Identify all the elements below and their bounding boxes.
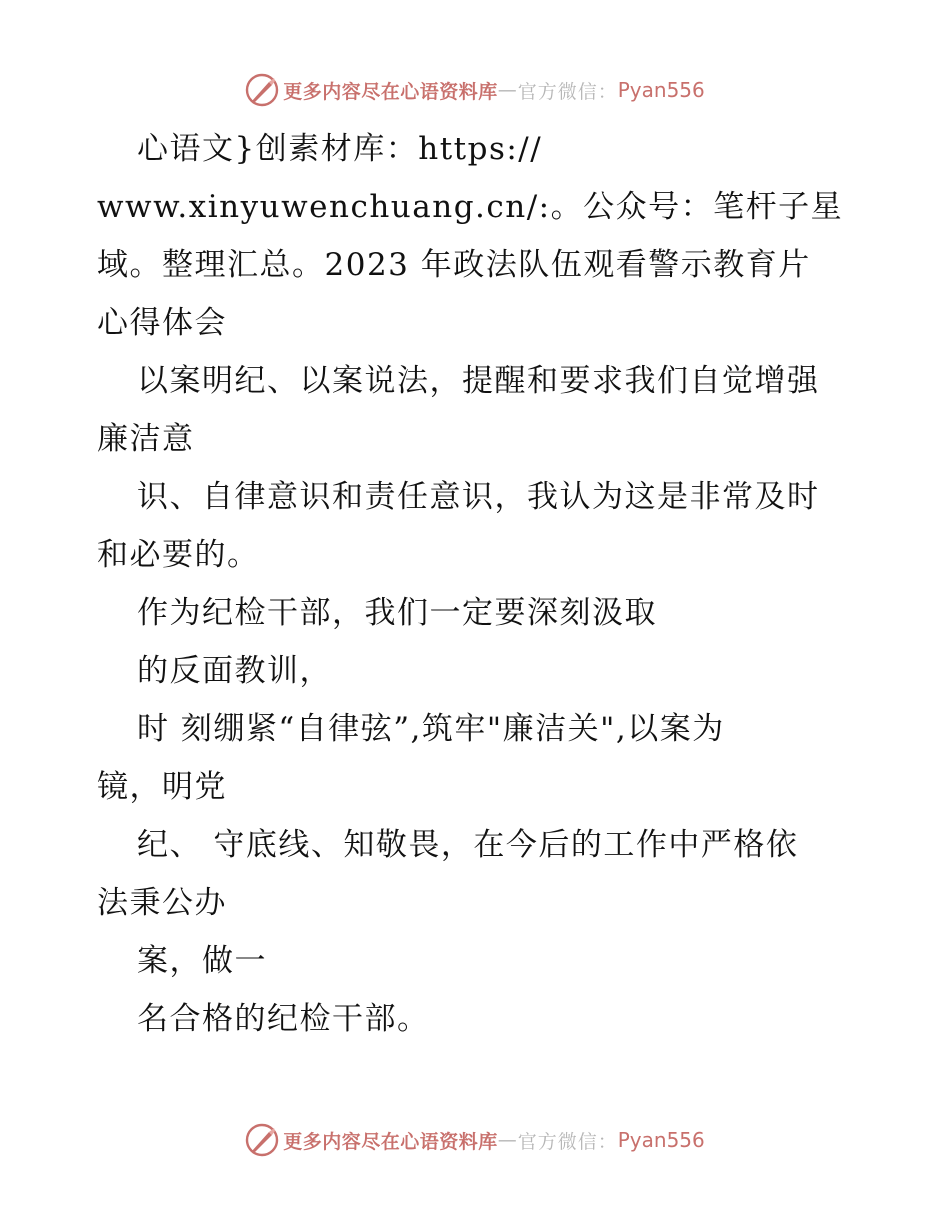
document-body xyxy=(97,120,857,1048)
text-line: 名合格的纪检干部。 xyxy=(137,1001,430,1037)
text-line: 作为纪检干部，我们一定要深刻汲取 xyxy=(137,595,657,631)
banner-text: 更多内容尽在心语资料库 xyxy=(283,80,498,103)
quill-logo-icon xyxy=(245,1123,279,1157)
banner-wechat-id: Pyan556 xyxy=(617,1128,705,1152)
banner-text: 更多内容尽在心语资料库 xyxy=(283,1130,498,1153)
banner-wechat-label: 官方微信： xyxy=(517,80,618,103)
quill-logo-icon xyxy=(245,73,279,107)
text-line: 案，做一 xyxy=(137,943,267,979)
text-line: 镜，明党 xyxy=(97,769,227,805)
text-line: 时 刻绷紧“自律弦”,筑牢"廉洁关",以案为 xyxy=(137,711,725,747)
text-line: www.xinyuwenchuang.cn/:。公众号：笔杆子星 xyxy=(97,189,844,225)
header-watermark-banner xyxy=(0,70,950,110)
text-line: 廉洁意 xyxy=(97,421,195,457)
text-line: 法秉公办 xyxy=(97,885,227,921)
text-line: 域。整理汇总。2023 年政法队伍观看警示教育片 xyxy=(97,247,811,283)
text-line: 心语文}创素材库：https:// xyxy=(137,131,543,167)
banner-wechat-label: 官方微信： xyxy=(517,1130,618,1153)
text-line: 的反面教训， xyxy=(137,653,332,689)
text-line: 和必要的。 xyxy=(97,537,260,573)
text-line: 以案明纪、以案说法，提醒和要求我们自觉增强 xyxy=(137,363,820,399)
banner-dash: — xyxy=(497,1129,518,1151)
text-line: 心得体会 xyxy=(97,305,227,341)
footer-watermark-banner xyxy=(0,1120,950,1160)
text-line: 纪、 守底线、知敬畏，在今后的工作中严格依 xyxy=(137,827,799,863)
banner-wechat-id: Pyan556 xyxy=(617,78,705,102)
banner-dash: — xyxy=(497,79,518,101)
text-line: 识、自律意识和责任意识，我认为这是非常及时 xyxy=(137,479,820,515)
